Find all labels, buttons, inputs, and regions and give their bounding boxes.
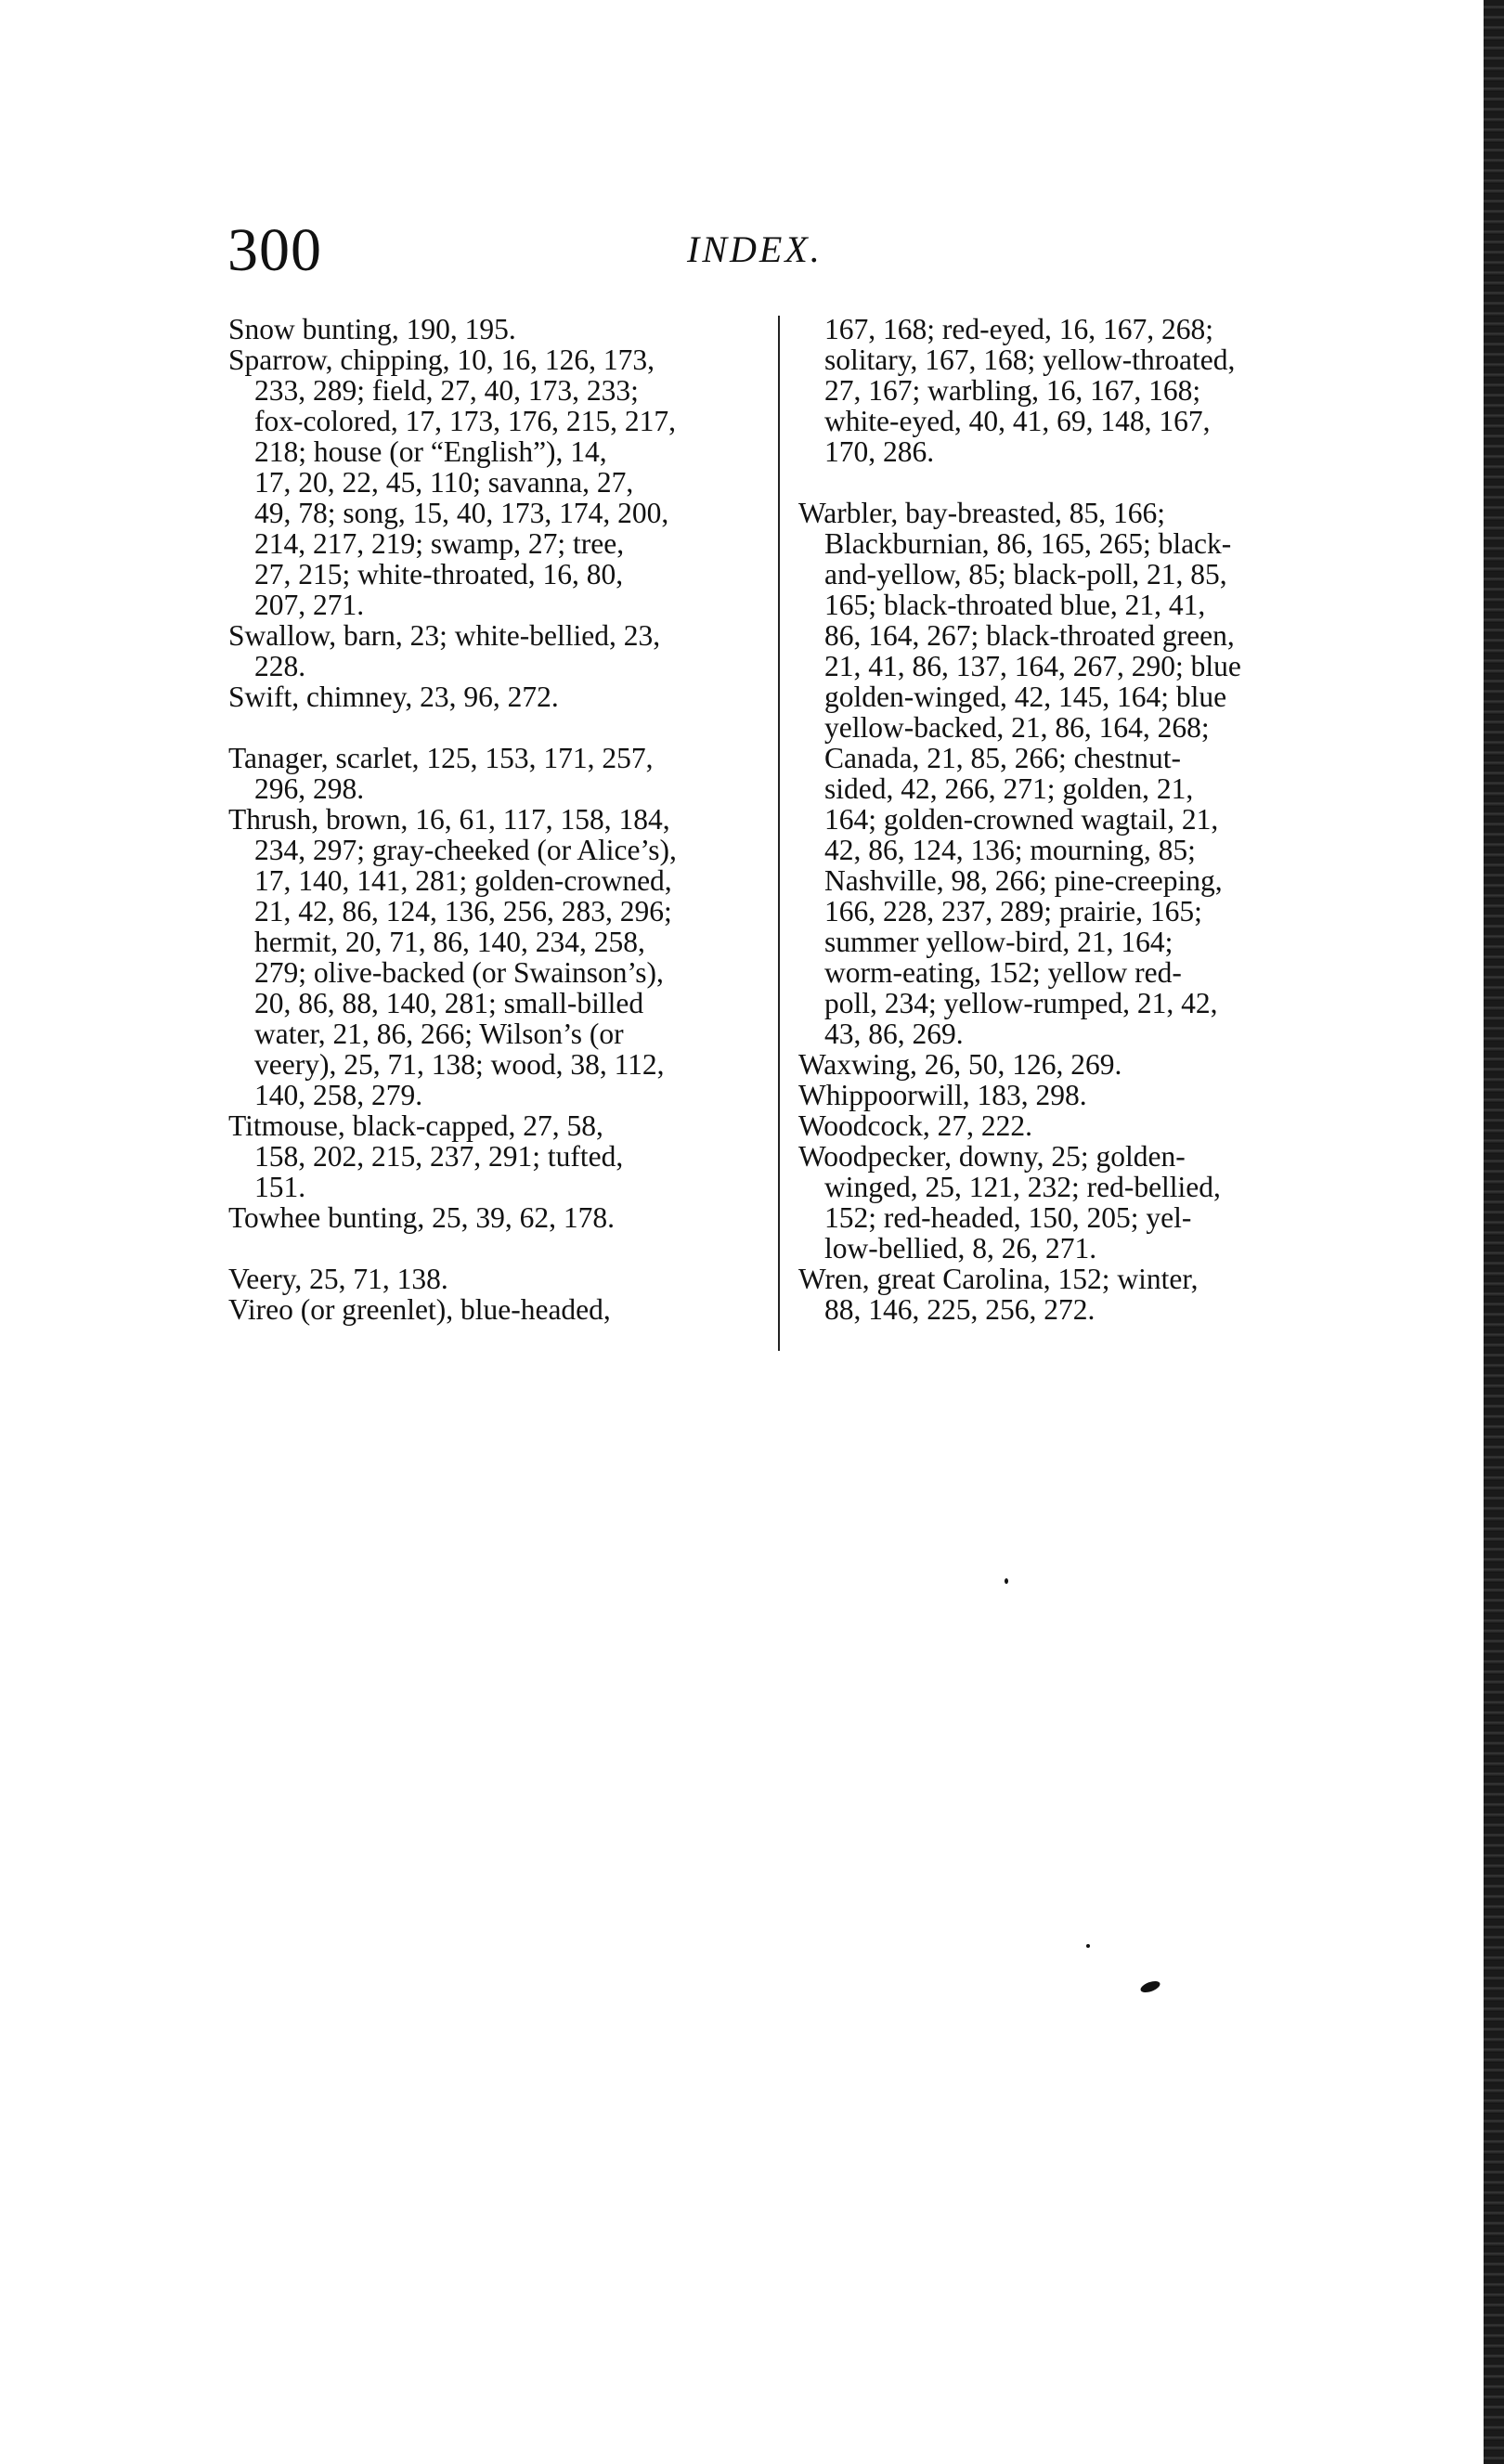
index-entry xyxy=(228,1110,765,1202)
index-entry-line: 228. xyxy=(254,650,306,682)
scan-speck xyxy=(1005,1578,1008,1584)
index-entry-line: winged, 25, 121, 232; red-bellied, xyxy=(824,1171,1221,1203)
index-entry xyxy=(228,1202,765,1233)
index-entry-line: Sparrow, chipping, 10, 16, 126, 173, xyxy=(228,344,655,376)
index-column-left xyxy=(228,314,765,1325)
index-entry-line: 170, 286. xyxy=(824,435,935,468)
index-entry-line: Blackburnian, 86, 165, 265; black- xyxy=(824,527,1232,560)
index-entry xyxy=(228,344,765,620)
index-entry-line: Snow bunting, 190, 195. xyxy=(228,313,516,345)
index-entry-line: Swift, chimney, 23, 96, 272. xyxy=(228,681,559,713)
index-entry-line: fox-colored, 17, 173, 176, 215, 217, xyxy=(254,405,677,437)
index-entry-line: Woodpecker, downy, 25; golden- xyxy=(798,1140,1186,1173)
index-entry-line: 167, 168; red-eyed, 16, 167, 268; xyxy=(824,313,1214,345)
index-entry-line: Titmouse, black-capped, 27, 58, xyxy=(228,1109,603,1142)
index-entry-line: 88, 146, 225, 256, 272. xyxy=(824,1293,1096,1326)
index-entry-line: 151. xyxy=(254,1171,306,1203)
index-entry-line: Wren, great Carolina, 152; winter, xyxy=(798,1263,1199,1295)
index-entry-line: worm-eating, 152; yellow red- xyxy=(824,956,1182,989)
index-entry-line: golden-winged, 42, 145, 164; blue xyxy=(824,681,1227,713)
index-entry-line: summer yellow-bird, 21, 164; xyxy=(824,926,1173,958)
index-entry-line: 279; olive-backed (or Swainson’s), xyxy=(254,956,664,989)
scan-speck xyxy=(1086,1944,1090,1948)
index-entry xyxy=(228,620,765,681)
index-entry-line: Warbler, bay-breasted, 85, 166; xyxy=(798,497,1166,529)
index-entry-line: Vireo (or greenlet), blue-headed, xyxy=(228,1293,611,1326)
index-entry-line: 214, 217, 219; swamp, 27; tree, xyxy=(254,527,625,560)
index-entry-line: 165; black-throated blue, 21, 41, xyxy=(824,589,1206,621)
running-title: INDEX. xyxy=(687,228,823,270)
index-entry-line: sided, 42, 266, 271; golden, 21, xyxy=(824,772,1194,805)
index-entry-line: Waxwing, 26, 50, 126, 269. xyxy=(798,1048,1122,1081)
index-entry xyxy=(228,1264,765,1294)
index-entry-line: Nashville, 98, 266; pine-creeping, xyxy=(824,864,1223,897)
index-entry-line: Veery, 25, 71, 138. xyxy=(228,1263,448,1295)
index-entry xyxy=(798,1110,1323,1141)
index-entry-line: yellow-backed, 21, 86, 164, 268; xyxy=(824,711,1210,744)
index-entry-line: 218; house (or “English”), 14, xyxy=(254,435,607,468)
index-entry xyxy=(798,498,1323,1049)
index-entry xyxy=(798,1141,1323,1264)
index-entry-line: 43, 86, 269. xyxy=(824,1018,964,1050)
index-entry-line: Woodcock, 27, 222. xyxy=(798,1109,1033,1142)
index-entry-line: 296, 298. xyxy=(254,772,365,805)
entry-gap xyxy=(798,467,1323,498)
index-entry xyxy=(798,314,1323,467)
index-entry xyxy=(798,1080,1323,1110)
index-entry-line: 27, 215; white-throated, 16, 80, xyxy=(254,558,624,590)
index-entry-line: low-bellied, 8, 26, 271. xyxy=(824,1232,1097,1264)
index-entry-line: Swallow, barn, 23; white-bellied, 23, xyxy=(228,619,661,652)
column-divider xyxy=(778,316,780,1351)
index-entry-line: 166, 228, 237, 289; prairie, 165; xyxy=(824,895,1202,927)
index-entry-line: 207, 271. xyxy=(254,589,365,621)
index-entry-line: Canada, 21, 85, 266; chestnut- xyxy=(824,742,1182,774)
index-entry-line: Thrush, brown, 16, 61, 117, 158, 184, xyxy=(228,803,670,836)
index-entry-line: 233, 289; field, 27, 40, 173, 233; xyxy=(254,374,639,407)
index-entry-line: 152; red-headed, 150, 205; yel- xyxy=(824,1201,1192,1234)
index-entry-line: water, 21, 86, 266; Wilson’s (or xyxy=(254,1018,624,1050)
index-entry xyxy=(798,1049,1323,1080)
index-entry-line: solitary, 167, 168; yellow-throated, xyxy=(824,344,1236,376)
index-entry xyxy=(228,804,765,1110)
index-entry-line: 49, 78; song, 15, 40, 173, 174, 200, xyxy=(254,497,669,529)
index-entry xyxy=(228,743,765,804)
index-entry-line: 21, 42, 86, 124, 136, 256, 283, 296; xyxy=(254,895,672,927)
page-number: 300 xyxy=(227,216,322,284)
index-column-right xyxy=(798,314,1323,1325)
index-entry-line: 42, 86, 124, 136; mourning, 85; xyxy=(824,834,1196,866)
index-entry-line: 21, 41, 86, 137, 164, 267, 290; blue xyxy=(824,650,1241,682)
index-entry-line: poll, 234; yellow-rumped, 21, 42, xyxy=(824,987,1218,1019)
index-entry-line: 17, 140, 141, 281; golden-crowned, xyxy=(254,864,672,897)
index-entry xyxy=(228,681,765,712)
index-entry-line: 17, 20, 22, 45, 110; savanna, 27, xyxy=(254,466,634,499)
index-entry xyxy=(798,1264,1323,1325)
index-entry-line: 158, 202, 215, 237, 291; tufted, xyxy=(254,1140,624,1173)
index-entry-line: 86, 164, 267; black-throated green, xyxy=(824,619,1235,652)
index-entry-line: 140, 258, 279. xyxy=(254,1079,423,1111)
index-entry-line: Whippoorwill, 183, 298. xyxy=(798,1079,1087,1111)
index-entry xyxy=(228,1294,765,1325)
entry-gap xyxy=(228,712,765,743)
index-entry-line: Towhee bunting, 25, 39, 62, 178. xyxy=(228,1201,616,1234)
scan-speck xyxy=(1139,1979,1161,1995)
index-entry-line: 20, 86, 88, 140, 281; small-billed xyxy=(254,987,644,1019)
index-entry-line: white-eyed, 40, 41, 69, 148, 167, xyxy=(824,405,1211,437)
index-entry-line: Tanager, scarlet, 125, 153, 171, 257, xyxy=(228,742,654,774)
index-entry-line: veery), 25, 71, 138; wood, 38, 112, xyxy=(254,1048,665,1081)
entry-gap xyxy=(228,1233,765,1264)
index-entry-line: hermit, 20, 71, 86, 140, 234, 258, xyxy=(254,926,645,958)
index-entry-line: 164; golden-crowned wagtail, 21, xyxy=(824,803,1219,836)
index-entry-line: and-yellow, 85; black-poll, 21, 85, xyxy=(824,558,1227,590)
index-entry-line: 234, 297; gray-cheeked (or Alice’s), xyxy=(254,834,677,866)
index-entry xyxy=(228,314,765,344)
scanned-page-edge xyxy=(1484,0,1504,2464)
index-entry-line: 27, 167; warbling, 16, 167, 168; xyxy=(824,374,1201,407)
